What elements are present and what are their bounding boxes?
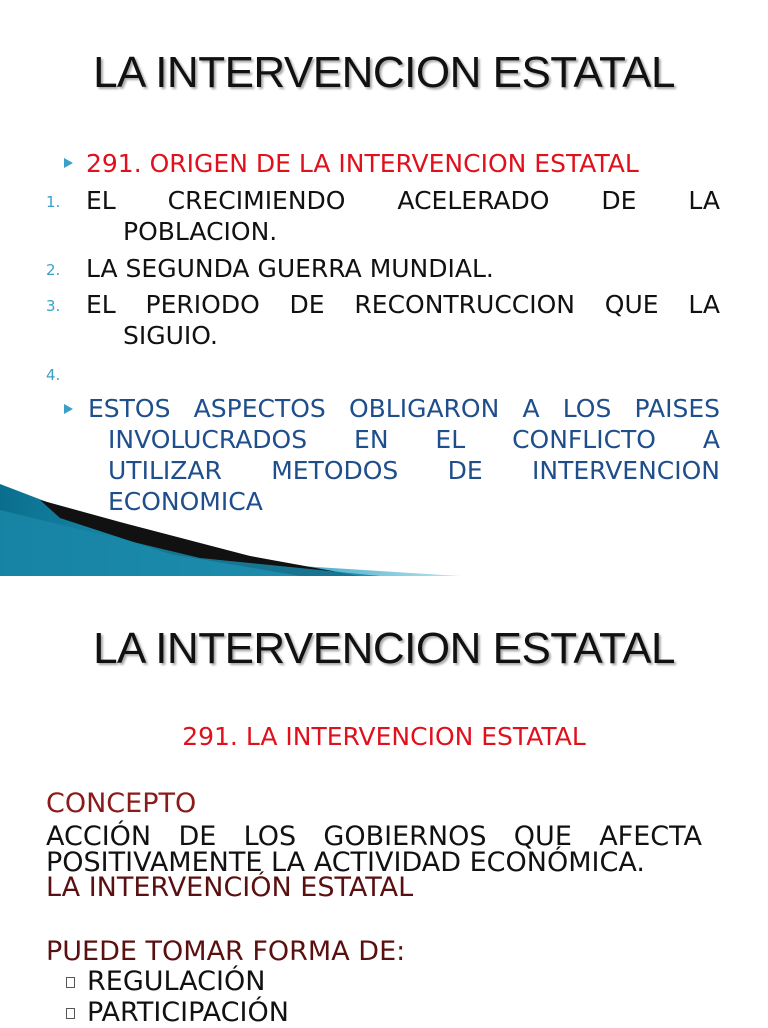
square-bullet-icon (66, 977, 75, 988)
decorative-swoosh (0, 470, 768, 576)
list-item: PARTICIPACIÓN (87, 997, 289, 1028)
slide-2-heading: 291. LA INTERVENCION ESTATAL (182, 722, 586, 751)
list-item: REGULACIÓN (87, 966, 266, 997)
item-number: 2. (46, 261, 61, 279)
item-number: 3. (46, 297, 61, 315)
square-bullet-icon (66, 1008, 75, 1019)
subject-text: LA INTERVENCIÓN ESTATAL (46, 872, 414, 903)
forma-label: PUEDE TOMAR FORMA DE: (46, 936, 406, 967)
concepto-label: CONCEPTO (46, 788, 197, 819)
list-item: EL CRECIMIENDO ACELERADO DE LA POBLACION. (86, 186, 720, 246)
list-item: LA SEGUNDA GUERRA MUNDIAL. (86, 254, 494, 283)
bullet-arrow-icon (64, 158, 73, 168)
list-item: EL PERIODO DE RECONTRUCCION QUE LA SIGUIO. (86, 290, 720, 350)
slide-1-heading: 291. ORIGEN DE LA INTERVENCION ESTATAL (86, 149, 639, 178)
item-number: 1. (46, 193, 61, 211)
item-number: 4. (46, 366, 61, 384)
bullet-arrow-icon (64, 404, 73, 414)
definition-text: ACCIÓN DE LOS GOBIERNOS QUE AFECTA POSITIVAMENTE LA ACTIVIDAD ECONÓMICA. (46, 821, 702, 878)
slide-1-title: LA INTERVENCION ESTATAL (93, 48, 675, 97)
slide-1-note: ESTOS ASPECTOS OBLIGARON A LOS PAISES INVOLUCRADOS EN EL CONFLICTO A UTILIZAR METODOS DE INTERVENCION ECONOMICA (88, 394, 720, 516)
slide-2-title: LA INTERVENCION ESTATAL (93, 624, 675, 673)
